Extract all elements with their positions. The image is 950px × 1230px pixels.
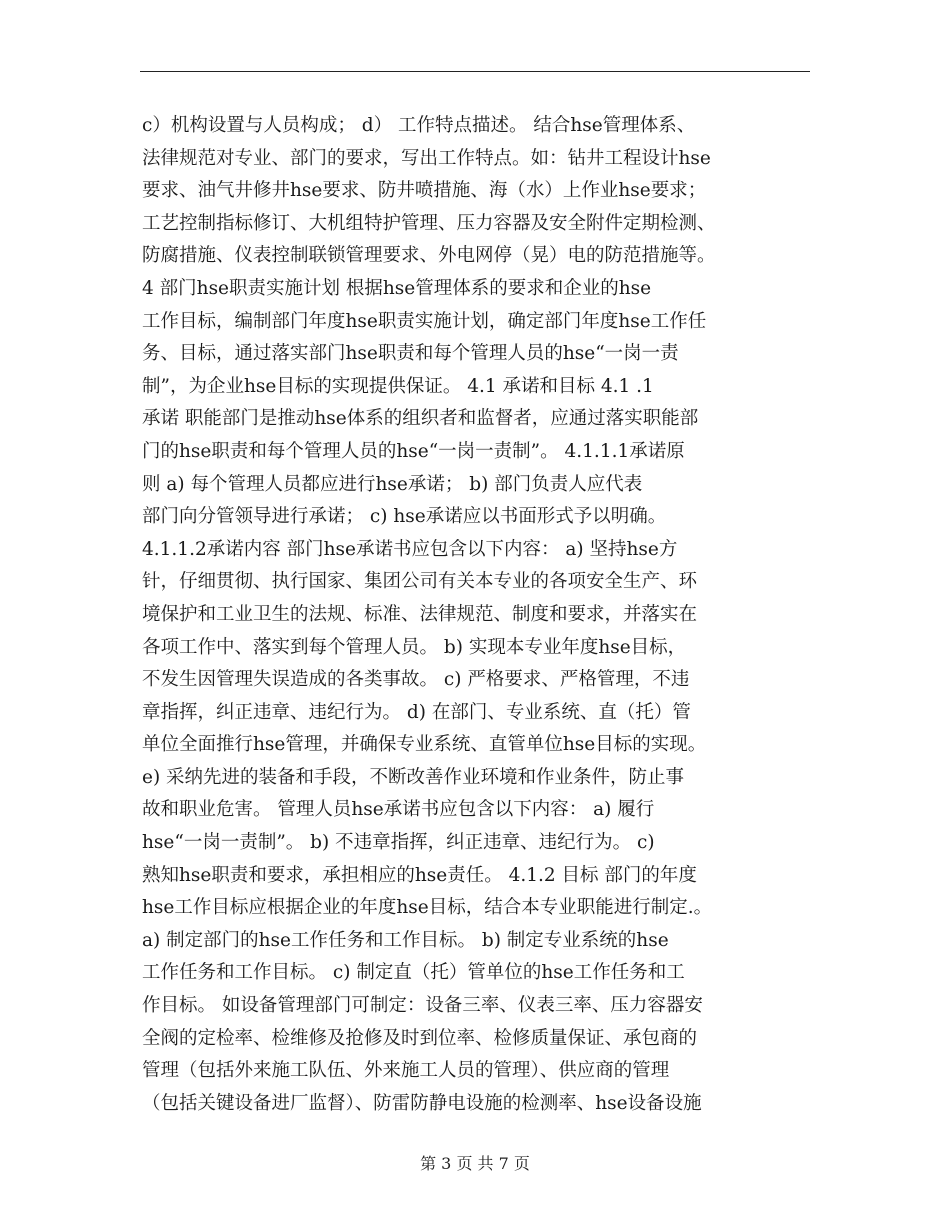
text-line: 门的hse职责和每个管理人员的hse“一岗一责制”。 4.1.1.1承诺原 (142, 440, 685, 462)
text-line: 工作任务和工作目标。 c) 制定直（托）管单位的hse工作任务和工 (142, 962, 685, 984)
text-line: 工作目标，编制部门年度hse职责实施计划，确定部门年度hse工作任 (142, 310, 707, 332)
text-line: 故和职业危害。 管理人员hse承诺书应包含以下内容： a) 履行 (142, 799, 655, 821)
text-line: hse“一岗一责制”。 b) 不违章指挥，纠正违章、违纪行为。 c) (142, 832, 655, 854)
text-line: 则 a) 每个管理人员都应进行hse承诺； b) 部门负责人应代表 (142, 473, 643, 495)
text-line: 工艺控制指标修订、大机组特护管理、压力容器及安全附件定期检测、 (142, 212, 716, 234)
text-line: 制”，为企业hse目标的实现提供保证。 4.1 承诺和目标 4.1 .1 (142, 375, 654, 397)
text-line: 承诺 职能部门是推动hse体系的组织者和监督者，应通过落实职能部 (142, 408, 699, 430)
text-line: 章指挥，纠正违章、违纪行为。 d) 在部门、专业系统、直（托）管 (142, 701, 691, 723)
text-line: 作目标。 如设备管理部门可制定：设备三率、仪表三率、压力容器安 (142, 995, 703, 1017)
text-line: 全阀的定检率、检维修及抢修及时到位率、检修质量保证、承包商的 (142, 1027, 698, 1049)
text-line: a) 制定部门的hse工作任务和工作目标。 b) 制定专业系统的hse (142, 929, 669, 951)
text-line: 熟知hse职责和要求，承担相应的hse责任。 4.1.2 目标 部门的年度 (142, 864, 697, 886)
text-line: e) 采纳先进的装备和手段，不断改善作业环境和作业条件，防止事 (142, 766, 685, 788)
text-line: 各项工作中、落实到每个管理人员。 b) 实现本专业年度hse目标， (142, 636, 687, 658)
text-line: 管理（包括外来施工队伍、外来施工人员的管理）、供应商的管理 (142, 1060, 670, 1082)
text-line: 部门向分管领导进行承诺； c) hse承诺应以书面形式予以明确。 (142, 506, 667, 528)
text-line: 防腐措施、仪表控制联锁管理要求、外电网停（晃）电的防范措施等。 (142, 245, 716, 267)
document-body (142, 110, 810, 1120)
text-line: 4 部门hse职责实施计划 根据hse管理体系的要求和企业的hse (142, 277, 652, 299)
text-line: 4.1.1.2承诺内容 部门hse承诺书应包含以下内容： a) 坚持hse方 (142, 538, 678, 560)
text-line: 要求、油气井修井hse要求、防井喷措施、海（水）上作业hse要求； (142, 180, 707, 202)
text-line: 单位全面推行hse管理，并确保专业系统、直管单位hse目标的实现。 (142, 734, 707, 756)
text-line: 务、目标，通过落实部门hse职责和每个管理人员的hse“一岗一责 (142, 343, 679, 365)
text-line: 不发生因管理失误造成的各类事故。 c) 严格要求、严格管理，不违 (142, 669, 690, 691)
text-line: 针，仔细贯彻、执行国家、集团公司有关本专业的各项安全生产、环 (142, 571, 698, 593)
text-line: （包括关键设备进厂监督）、防雷防静电设施的检测率、hse设备设施 (142, 1092, 702, 1114)
text-line: c）机构设置与人员构成； d） 工作特点描述。 结合hse管理体系、 (142, 115, 696, 136)
text-line: 法律规范对专业、部门的要求，写出工作特点。如：钻井工程设计hse (142, 147, 711, 169)
page-number: 第 3 页 共 7 页 (420, 1154, 530, 1173)
text-line: 境保护和工业卫生的法规、标准、法律规范、制度和要求，并落实在 (142, 603, 698, 625)
text-line: hse工作目标应根据企业的年度hse目标，结合本专业职能进行制定.。 (142, 897, 713, 919)
header-rule (140, 71, 810, 72)
